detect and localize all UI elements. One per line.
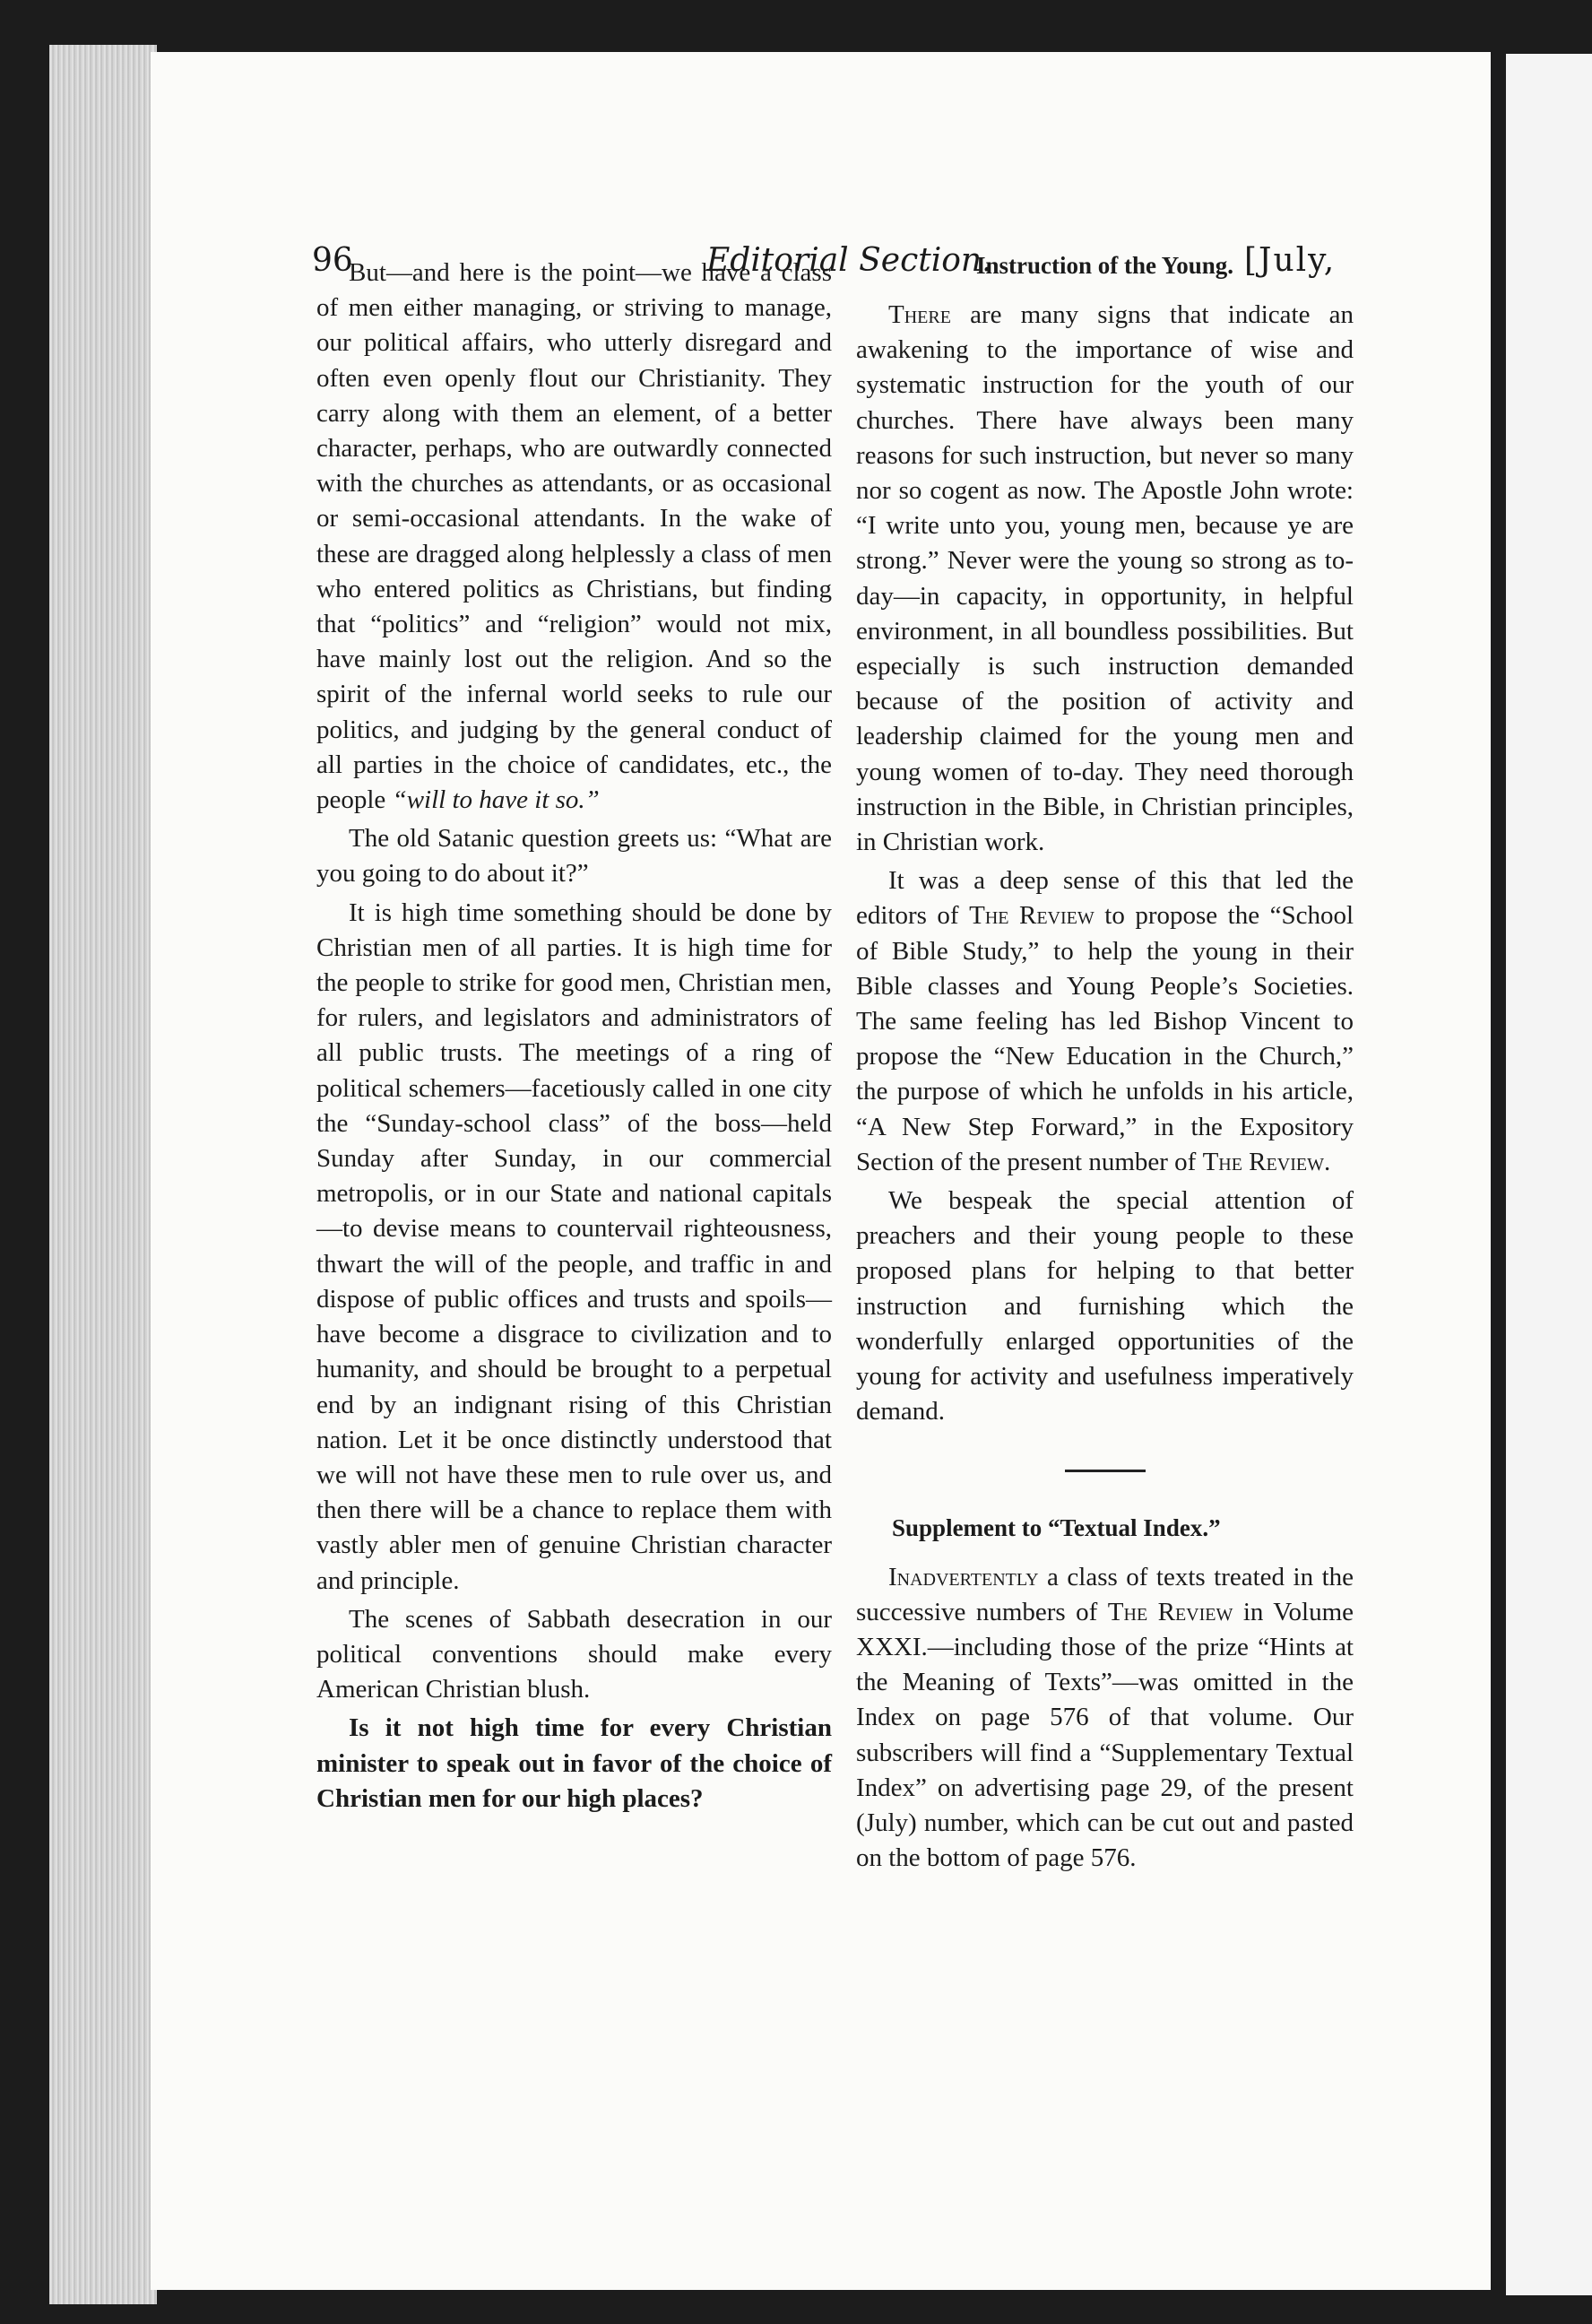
paragraph: The old Satanic question greets us: “What are you going to do about it?” <box>316 824 832 889</box>
paragraph: There are many signs that indicate an awakening to the importance of wise and systematic instruction for the youth of our churches. There have always been many reasons for such instruction, but never so many nor so cogent as now. The Apostle John wrote: “I write unto you, young men, because ye are strong.” Never were the young so strong as to-day—in capacity, in opportunity, in helpful environment, in all boundless possibilities. But especially is such instruction demanded because of the position of activity and leadership claimed for the young men and young women of to-day. They need thorough instruction in the Bible, in Christian principles, in Christian work. <box>856 300 1354 857</box>
paragraph: We bespeak the special attention of preachers and their young people to these proposed plans for helping to that better instruction and furnishing which the wonderfully enlarged opportunities of the young for activity and usefulness imperatively demand. <box>856 1186 1354 1426</box>
paragraph: It is high time something should be done by Christian men of all parties. It is high time for the people to strike for good men, Christian men, for rulers, and legislators and administrators of all public trusts. The meetings of a ring of political schemers—facetiously called in one city the “Sunday-school class” of the boss—held Sunday after Sunday, in our commercial metropolis, or in our State and national capitals—to devise means to countervail righteousness, thwart the will of the people, and traffic in and dispose of public offices and trusts and spoils—have become a disgrace to civilization and to humanity, and should be brought to a perpetual end by an indignant rising of this Christian nation. Let it be once distinctly understood that we will not have these men to rule over us, and then there will be a chance to replace them with vastly abler men of genuine Christian character and principle. <box>316 898 832 1595</box>
lead-word: There <box>888 300 951 329</box>
left-column <box>316 256 832 1820</box>
paragraph: Inadvertently a class of texts treated in the successive numbers of The Review in Volume XXXI.—including those of the prize “Hints at the Meaning of Texts”—was omitted in the Index on page 576 of that volume. Our subscribers will find a “Supplementary Textual Index” on advertising page 29, of the present (July) number, which can be cut out and pasted on the bottom of page 576. <box>856 1562 1354 1873</box>
paragraph: It was a deep sense of this that led the editors of The Review to propose the “School of Bible Study,” to help the young in their Bible classes and Young People’s Societies. The same feeling has led Bishop Vincent to propose the “New Education in the Church,” the purpose of which he unfolds in his article, “A New Step Forward,” in the Expository Section of the present number of The Review. <box>856 866 1354 1176</box>
paragraph: Is it not high time for every Christian minister to speak out in favor of the choice of Christian men for our high places? <box>316 1713 832 1813</box>
article-heading: Instruction of the Young. <box>975 252 1234 279</box>
article-heading: Supplement to “Textual Index.” <box>892 1513 1221 1541</box>
review-title: The Review <box>1107 1597 1233 1626</box>
review-title: The Review. <box>1202 1147 1331 1176</box>
paragraph: But—and here is the point—we have a class of men either managing, or striving to manage, our political affairs, who utterly disregard and often even openly flout our Christianity. They carry along with them an element, of a better character, perhaps, who are outwardly connected with the churches as attendants, or as occasional or semi-occasional attendants. In the wake of these are dragged along helplessly a class of men who entered politics as Christians, but finding that “politics” and “religion” would not mix, have mainly lost out the religion. And so the spirit of the infernal world seeks to rule our politics, and judging by the general conduct of all parties in the choice of candidates, etc., the people “will to have it so.” <box>316 258 832 815</box>
quote-italic: “will to have it so.” <box>392 785 600 815</box>
section-divider <box>1065 1470 1146 1472</box>
review-title: The Review <box>969 901 1094 931</box>
section-title: Editorial Section. <box>706 242 992 279</box>
paragraph: The scenes of Sabbath desecration in our political conventions should make every American Christian blush. <box>316 1604 832 1704</box>
page-block-edge <box>49 45 157 2304</box>
page-number: 96 <box>312 242 353 279</box>
facing-page-edge <box>1506 54 1592 2295</box>
lead-word: Inadvertently <box>888 1562 1039 1591</box>
running-head: [July, <box>1244 242 1337 279</box>
right-column <box>856 249 1354 1879</box>
